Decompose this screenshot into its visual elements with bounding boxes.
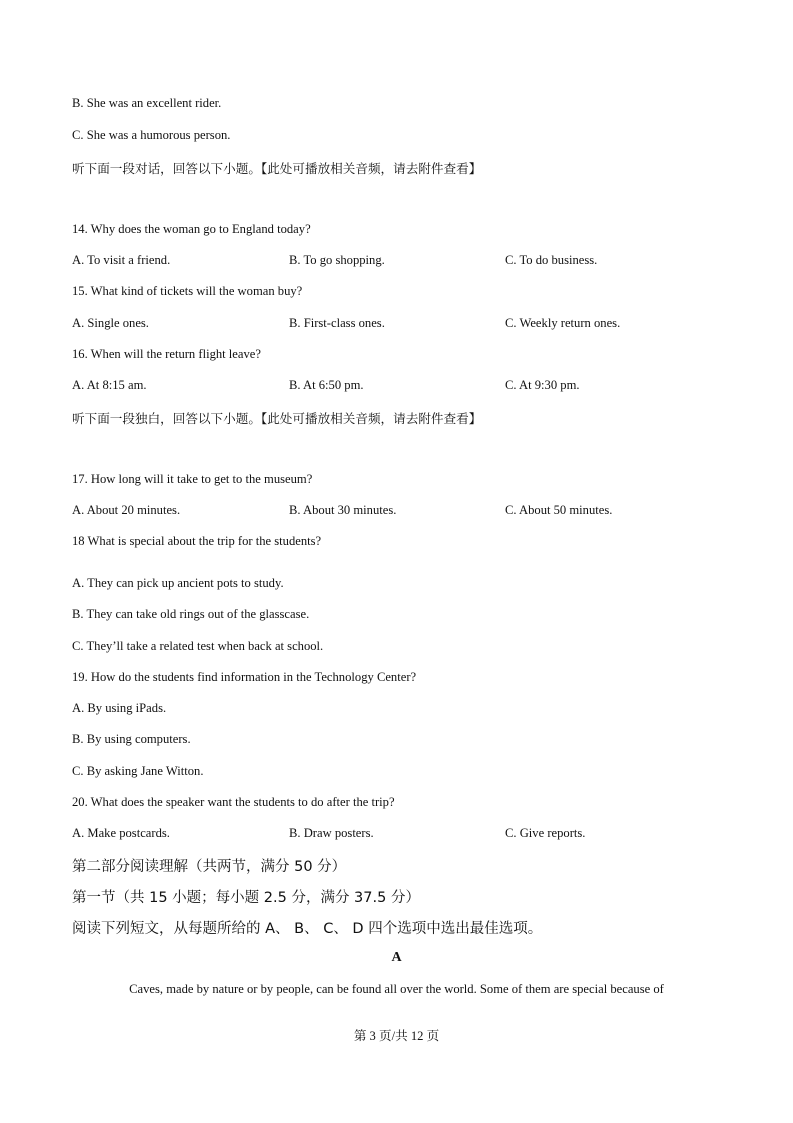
option-line: B. She was an excellent rider.: [72, 96, 222, 110]
section-heading: 第一节（共 15 小题；每小题 2.5 分，满分 37.5 分）: [72, 890, 420, 906]
q18-option-c: C. They’ll take a related test when back at school.: [72, 639, 324, 653]
q14-option-b: B. To go shopping.: [289, 253, 385, 267]
q19-option-a: A. By using iPads.: [72, 701, 167, 715]
question-17: 17. How long will it take to get to the museum?: [72, 472, 313, 486]
q14-option-a: A. To visit a friend.: [72, 253, 171, 267]
q15-option-b: B. First-class ones.: [289, 316, 385, 330]
passage-text: Caves, made by nature or by people, can be found all over the world. Some of them are special because of: [129, 982, 664, 996]
q19-option-c: C. By asking Jane Witton.: [72, 764, 204, 778]
question-16: 16. When will the return flight leave?: [72, 347, 261, 361]
reading-instruction: 阅读下列短文，从每题所给的 A、 B、 C、 D 四个选项中选出最佳选项。: [72, 921, 543, 937]
option-line: C. She was a humorous person.: [72, 128, 231, 142]
part-heading: 第二部分阅读理解（共两节，满分 50 分）: [72, 859, 347, 875]
q18-option-a: A. They can pick up ancient pots to study.: [72, 576, 284, 590]
instruction-text: 听下面一段独白，回答以下小题。【此处可播放相关音频，请去附件查看】: [72, 411, 482, 426]
q15-option-c: C. Weekly return ones.: [505, 316, 621, 330]
q15-option-a: A. Single ones.: [72, 316, 149, 330]
q20-option-c: C. Give reports.: [505, 826, 586, 840]
q17-option-b: B. About 30 minutes.: [289, 503, 397, 517]
q16-option-a: A. At 8:15 am.: [72, 378, 147, 392]
q14-option-c: C. To do business.: [505, 253, 598, 267]
question-14: 14. Why does the woman go to England today?: [72, 222, 311, 236]
q18-option-b: B. They can take old rings out of the glasscase.: [72, 607, 310, 621]
question-15: 15. What kind of tickets will the woman buy?: [72, 284, 303, 298]
question-18: 18 What is special about the trip for the students?: [72, 534, 322, 548]
passage-title: A: [391, 950, 402, 965]
q16-option-c: C. At 9:30 pm.: [505, 378, 580, 392]
q16-option-b: B. At 6:50 pm.: [289, 378, 364, 392]
q20-option-a: A. Make postcards.: [72, 826, 170, 840]
page-footer: 第 3 页/共 12 页: [353, 1029, 440, 1043]
q19-option-b: B. By using computers.: [72, 732, 191, 746]
question-19: 19. How do the students find information in the Technology Center?: [72, 670, 417, 684]
q20-option-b: B. Draw posters.: [289, 826, 374, 840]
question-20: 20. What does the speaker want the students to do after the trip?: [72, 795, 395, 809]
q17-option-c: C. About 50 minutes.: [505, 503, 613, 517]
q17-option-a: A. About 20 minutes.: [72, 503, 181, 517]
instruction-text: 听下面一段对话，回答以下小题。【此处可播放相关音频，请去附件查看】: [72, 161, 482, 176]
